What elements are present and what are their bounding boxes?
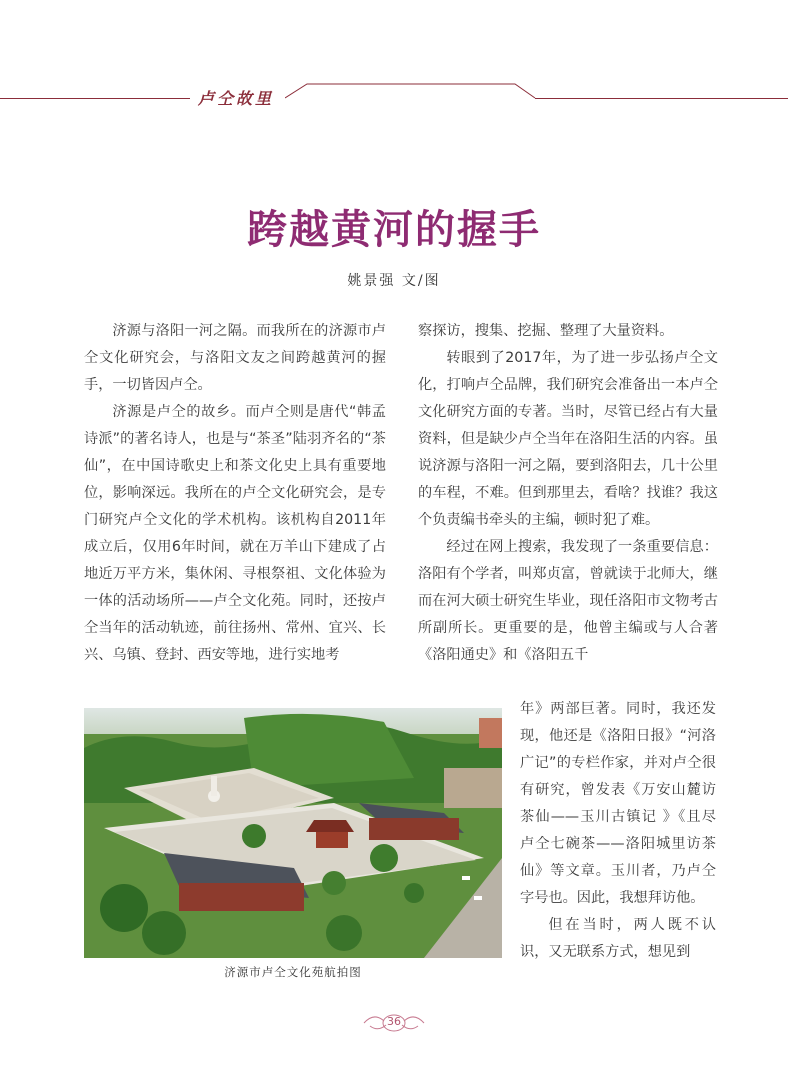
paragraph: 转眼到了2017年，为了进一步弘扬卢仝文化，打响卢仝品牌，我们研究会准备出一本卢仝文化研究方面的专著。当时，尽管已经占有大量资料，但是缺少卢仝当年在洛阳生活的内容。虽说济源与洛阳一河之隔，要到洛阳去，几十公里的车程，不难。但到那里去，看啥？找谁？我这个负责编书牵头的主编，顿时犯了难。 (418, 350, 718, 528)
paragraph: 经过在网上搜索，我发现了一条重要信息：洛阳有个学者，叫郑贞富，曾就读于北师大，继而在河大硕士研究生毕业，现任洛阳市文物考古所副所长。更重要的是，他曾主编或与人合著《洛阳通史》和《洛阳五千 (418, 539, 718, 663)
header-rule-right (535, 98, 788, 99)
page-number: 36 (387, 1015, 401, 1028)
paragraph: 察探访，搜集、挖掘、整理了大量资料。 (418, 323, 674, 339)
left-column (84, 318, 386, 669)
photo-caption: 济源市卢仝文化苑航拍图 (224, 965, 362, 979)
right-column-narrow (520, 696, 716, 966)
header-rule-ornament (285, 82, 545, 102)
aerial-photo (84, 708, 502, 958)
paragraph: 但在当时，两人既不认识，又无联系方式，想见到 (520, 917, 716, 960)
article-title: 跨越黄河的握手 (247, 206, 541, 253)
header-rule-left (0, 98, 190, 99)
page-number-ornament (360, 1010, 428, 1036)
article-byline: 姚景强 文/图 (347, 273, 441, 289)
paragraph: 济源是卢仝的故乡。而卢仝则是唐代“韩孟诗派”的著名诗人，也是与“茶圣”陆羽齐名的“茶仙”，在中国诗歌史上和茶文化史上具有重要地位，影响深远。我所在的卢仝文化研究会，是专门研究卢仝文化的学术机构。该机构自2011年成立后，仅用6年时间，就在万羊山下建成了占地近万平方米，集休闲、寻根祭祖、文化体验为一体的活动场所——卢仝文化苑。同时，还按卢仝当年的活动轨迹，前往扬州、常州、宜兴、长兴、乌镇、登封、西安等地，进行实地考 (84, 404, 386, 663)
paragraph: 年》两部巨著。同时，我还发现，他还是《洛阳日报》“河洛广记”的专栏作家，并对卢仝很有研究，曾发表《万安山麓访茶仙——玉川古镇记 》《且尽卢仝七碗茶——洛阳城里访茶仙》等文章。玉川者，乃卢仝字号也。因此，我想拜访他。 (520, 701, 716, 906)
paragraph: 济源与洛阳一河之隔。而我所在的济源市卢仝文化研究会，与洛阳文友之间跨越黄河的握手，一切皆因卢仝。 (84, 323, 386, 393)
section-label: 卢仝故里 (198, 89, 275, 108)
right-column-top (418, 318, 718, 669)
